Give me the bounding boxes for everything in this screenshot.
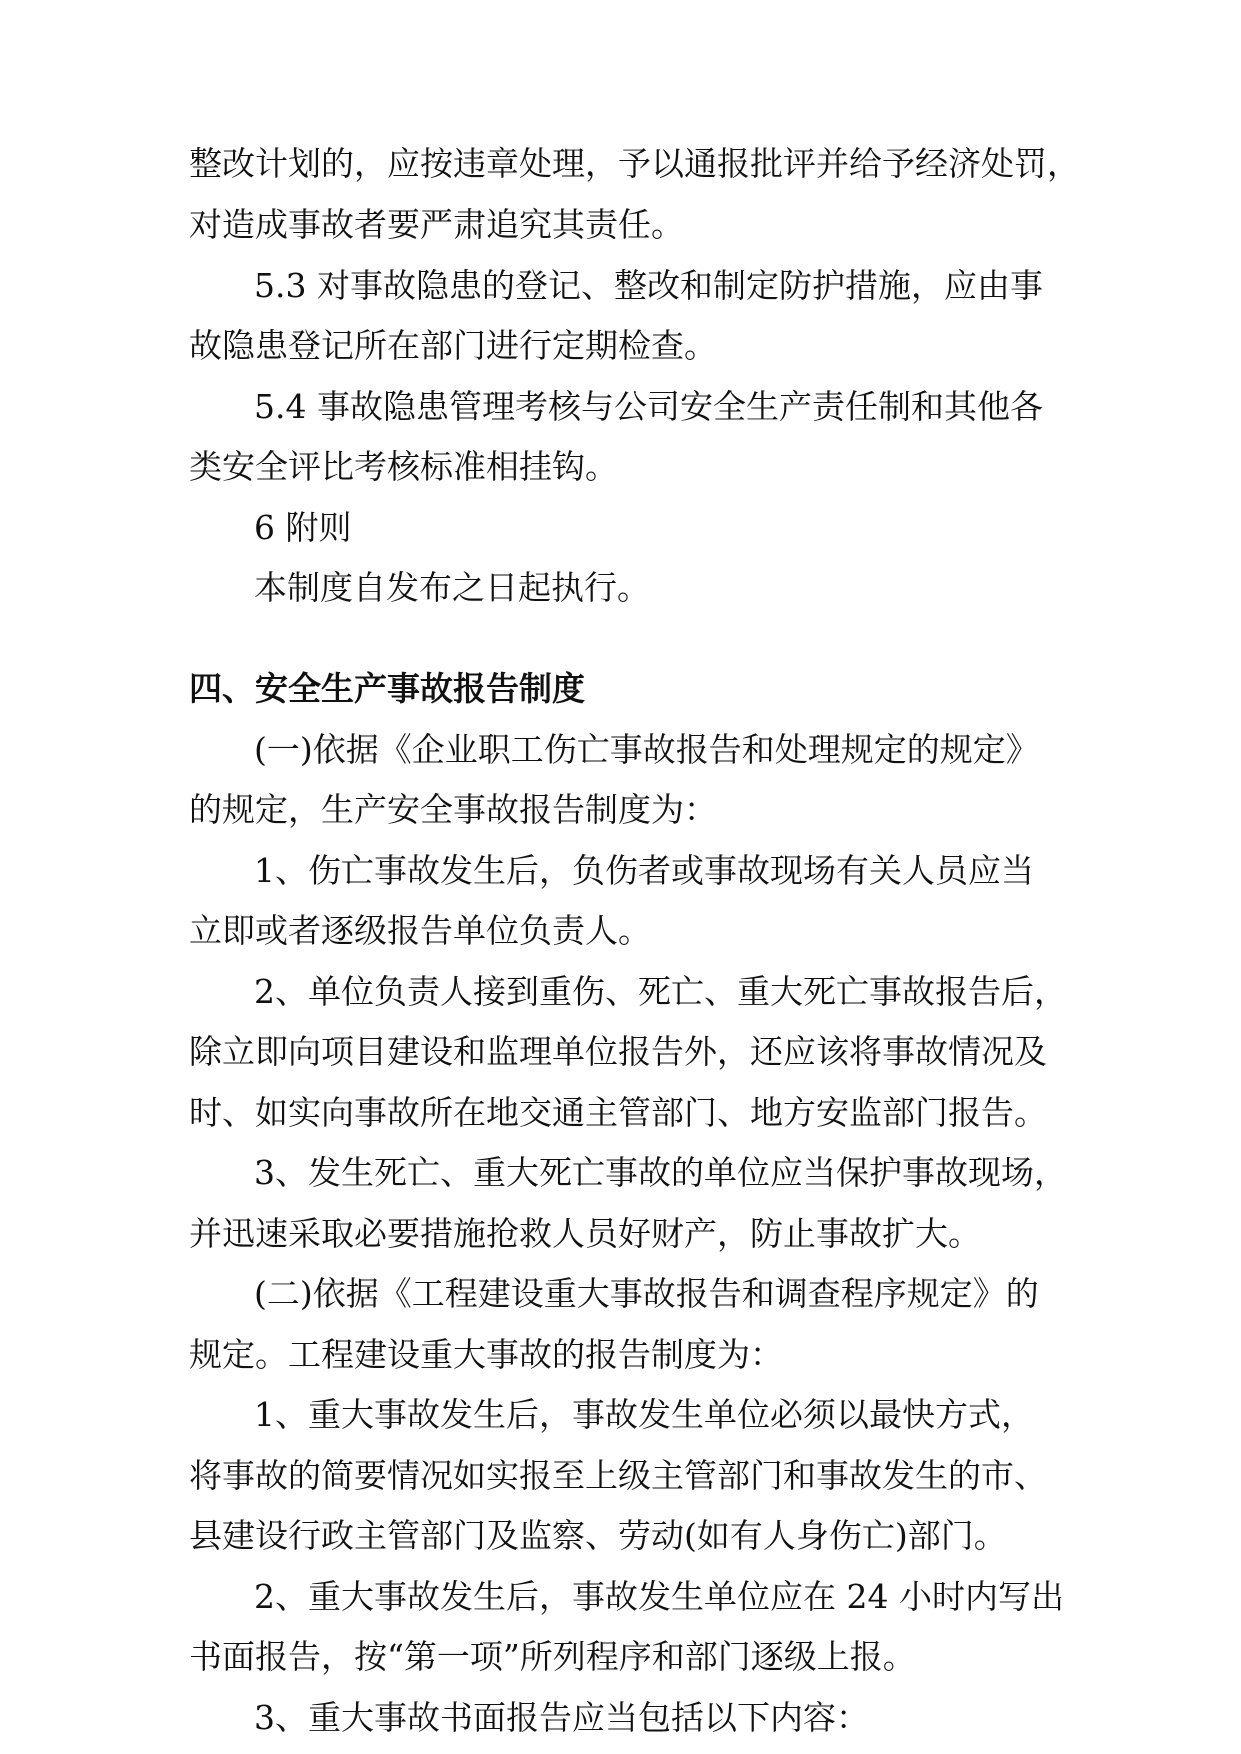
text-line: 6 附则 <box>254 508 352 547</box>
text-line: 2、重大事故发生后，事故发生单位应在 24 小时内写出 <box>254 1577 1064 1616</box>
text-line: 时、如实向事故所在地交通主管部门、地方安监部门报告。 <box>189 1093 1047 1132</box>
text-line: 立即或者逐级报告单位负责人。 <box>189 911 651 950</box>
text-line: 5.3 对事故隐患的登记、整改和制定防护措施，应由事 <box>254 266 1043 305</box>
text-line: 本制度自发布之日起执行。 <box>254 568 650 607</box>
text-line: (一)依据《企业职工伤亡事故报告和处理规定的规定》 <box>254 730 1039 769</box>
text-line: 3、发生死亡、重大死亡事故的单位应当保护事故现场， <box>254 1153 1067 1192</box>
text-line: 并迅速采取必要措施抢救人员好财产，防止事故扩大。 <box>189 1214 981 1253</box>
section-heading: 四、安全生产事故报告制度 <box>189 669 585 708</box>
text-line: 对造成事故者要严肃追究其责任。 <box>189 205 684 244</box>
text-line: 规定。工程建设重大事故的报告制度为： <box>189 1335 783 1374</box>
text-line: 整改计划的，应按违章处理，予以通报批评并给予经济处罚， <box>189 144 1080 183</box>
text-line: 2、单位负责人接到重伤、死亡、重大死亡事故报告后， <box>254 972 1067 1011</box>
text-line: 类安全评比考核标准相挂钩。 <box>189 447 618 486</box>
text-line: 书面报告，按“第一项”所列程序和部门逐级上报。 <box>189 1637 916 1676</box>
text-line: 3、重大事故书面报告应当包括以下内容： <box>254 1698 869 1737</box>
text-line: 5.4 事故隐患管理考核与公司安全生产责任制和其他各 <box>254 387 1043 426</box>
text-line: 将事故的简要情况如实报至上级主管部门和事故发生的市、 <box>189 1456 1047 1495</box>
text-line: (二)依据《工程建设重大事故报告和调查程序规定》的 <box>254 1274 1039 1313</box>
text-line: 故隐患登记所在部门进行定期检查。 <box>189 326 717 365</box>
text-line: 的规定，生产安全事故报告制度为： <box>189 790 717 829</box>
text-line: 1、重大事故发生后，事故发生单位必须以最快方式， <box>254 1395 1034 1434</box>
text-line: 除立即向项目建设和监理单位报告外，还应该将事故情况及 <box>189 1032 1047 1071</box>
text-line: 县建设行政主管部门及监察、劳动(如有人身伤亡)部门。 <box>189 1516 1007 1555</box>
text-line: 1、伤亡事故发生后，负伤者或事故现场有关人员应当 <box>254 851 1034 890</box>
